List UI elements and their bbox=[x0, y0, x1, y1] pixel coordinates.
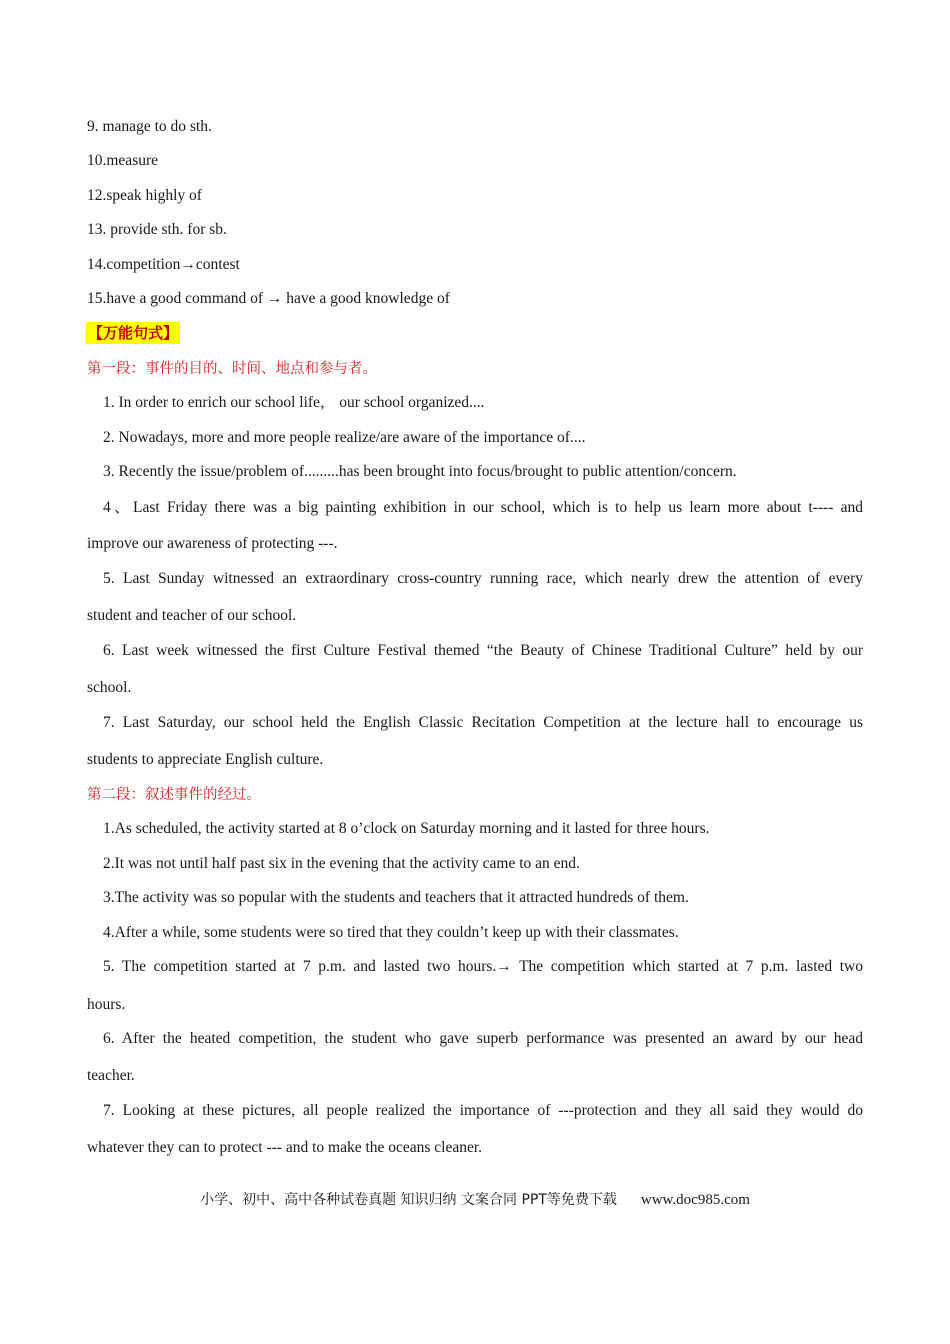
sentence-continuation: hours. bbox=[87, 996, 126, 1013]
sentence-continuation: whatever they can to protect --- and to make the oceans cleaner. bbox=[87, 1139, 483, 1156]
phrase-item: 10.measure bbox=[87, 152, 159, 169]
phrase-item: 12.speak highly of bbox=[87, 187, 202, 204]
phrase-item: 14.competition→contest bbox=[87, 256, 240, 273]
sentence-line: 2.It was not until half past six in the evening that the activity came to an end. bbox=[103, 855, 580, 872]
sentence-line: 4、Last Friday there was a big painting exhibition in our school, which is to help us learn more about t---- and bbox=[103, 499, 863, 516]
sentence-line: 5. Last Sunday witnessed an extraordinary cross-country running race, which nearly drew the attention of every bbox=[103, 570, 863, 587]
sentence-line: 4.After a while, some students were so tired that they couldn’t keep up with their classmates. bbox=[103, 924, 679, 941]
sentence-line: 7. Looking at these pictures, all people realized the importance of ---protection and they all said they would do bbox=[103, 1102, 863, 1119]
sentence-continuation: teacher. bbox=[87, 1067, 135, 1084]
phrase-item: 9. manage to do sth. bbox=[87, 118, 212, 135]
sentence-continuation: school. bbox=[87, 679, 132, 696]
sentence-line: 3.The activity was so popular with the students and teachers that it attracted hundreds of them. bbox=[103, 889, 689, 906]
sentence-line: 5. The competition started at 7 p.m. and lasted two hours.→ The competition which started at 7 p.m. lasted two bbox=[103, 958, 863, 975]
sentence-line: 2. Nowadays, more and more people realize/are aware of the importance of.... bbox=[103, 429, 586, 446]
footer-text: 小学、初中、高中各种试卷真题 知识归纳 文案合同 PPT等免费下载 bbox=[200, 1192, 617, 1208]
sentence-continuation: improve our awareness of protecting ---. bbox=[87, 535, 338, 552]
section-1-title: 第一段：事件的目的、时间、地点和参与者。 bbox=[87, 361, 377, 377]
sentence-continuation: students to appreciate English culture. bbox=[87, 751, 324, 768]
phrase-item: 15.have a good command of → have a good knowledge of bbox=[87, 290, 450, 307]
universal-sentences-heading: 【万能句式】 bbox=[88, 324, 179, 342]
phrase-item: 13. provide sth. for sb. bbox=[87, 221, 227, 238]
footer-url[interactable]: www.doc985.com bbox=[640, 1192, 750, 1208]
sentence-line: 1. In order to enrich our school life， our school organized.... bbox=[103, 394, 485, 411]
sentence-line: 3. Recently the issue/problem of.........has been brought into focus/brought to public attention/concern. bbox=[103, 463, 737, 480]
sentence-line: 6. After the heated competition, the student who gave superb performance was presented an award by our head bbox=[103, 1030, 863, 1047]
section-2-title: 第二段：叙述事件的经过。 bbox=[87, 787, 261, 803]
sentence-line: 6. Last week witnessed the first Culture Festival themed “the Beauty of Chinese Traditional Culture” held by our bbox=[103, 642, 863, 659]
sentence-continuation: student and teacher of our school. bbox=[87, 607, 297, 624]
sentence-line: 7. Last Saturday, our school held the English Classic Recitation Competition at the lecture hall to encourage us bbox=[103, 714, 863, 731]
sentence-line: 1.As scheduled, the activity started at 8 o’clock on Saturday morning and it lasted for three hours. bbox=[103, 820, 710, 837]
page-footer bbox=[0, 1190, 950, 1210]
